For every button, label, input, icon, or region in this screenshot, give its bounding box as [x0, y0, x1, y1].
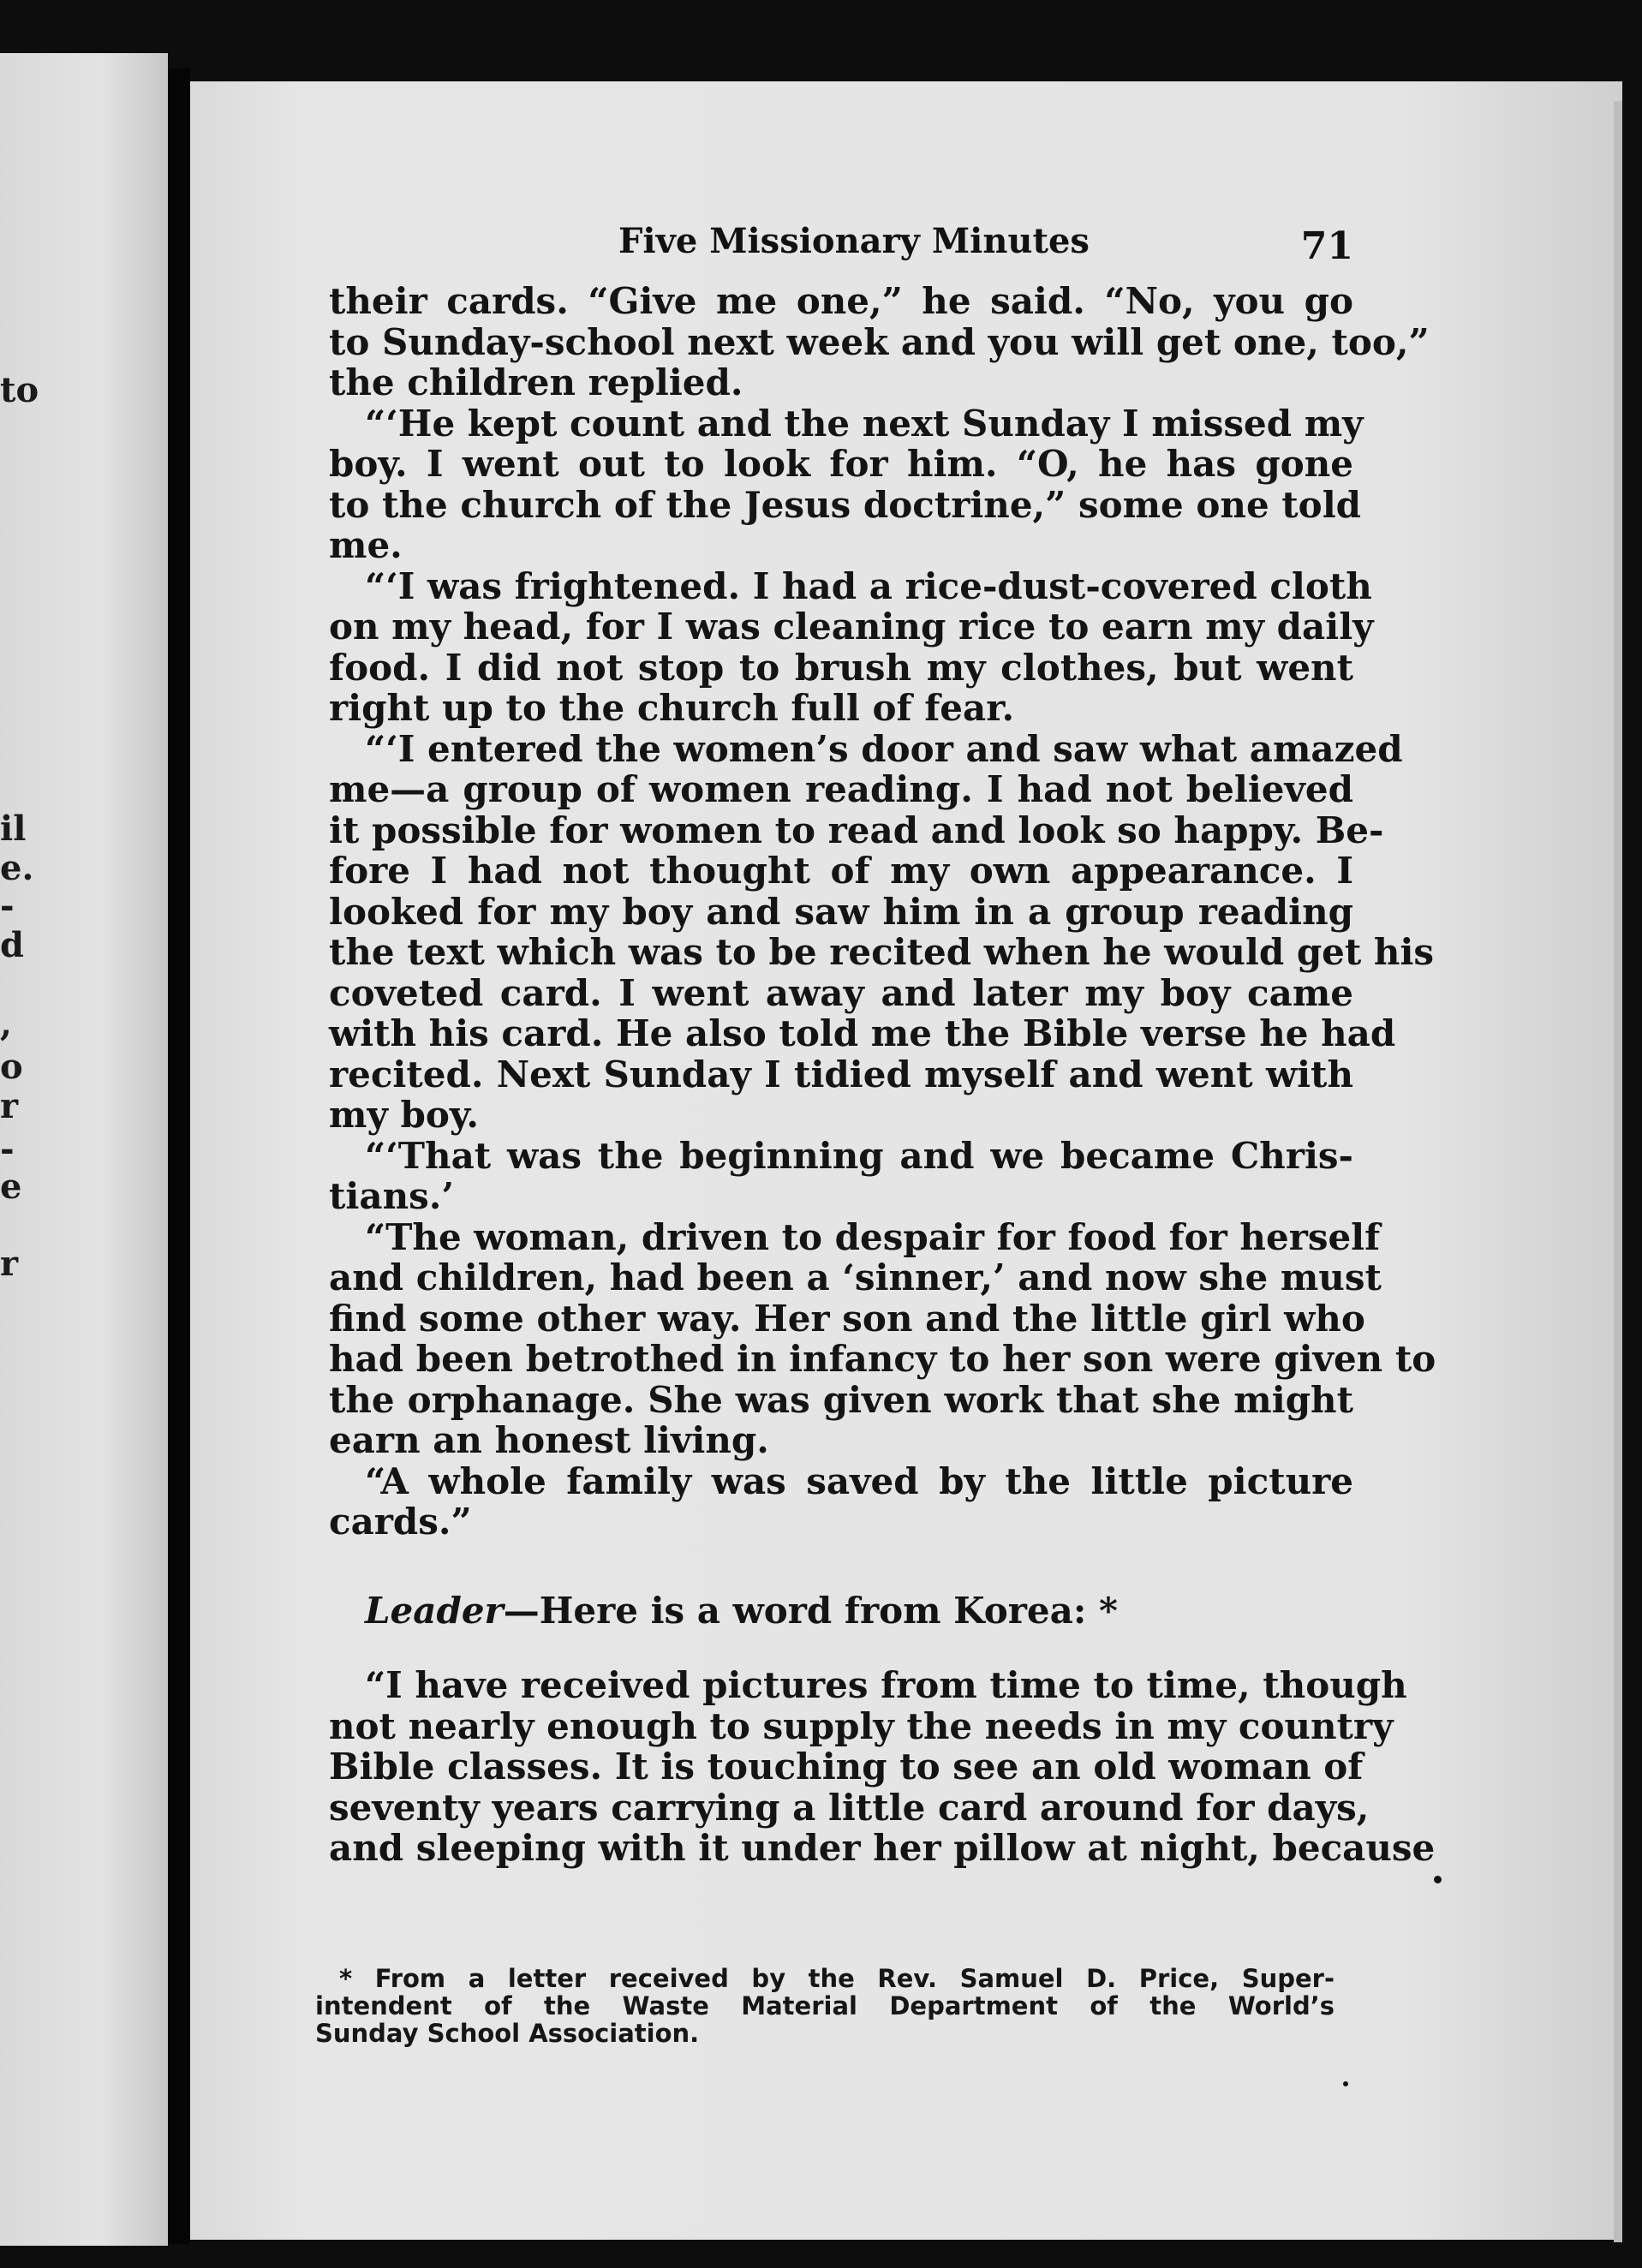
- running-head: [428, 221, 1353, 276]
- facing-page-fragment: -: [0, 1129, 15, 1169]
- footnote-line: intendent of the Waste Material Department of the World’s: [315, 1991, 1334, 2020]
- print-speck: [1343, 2081, 1348, 2086]
- text-line: Bible classes. It is touching to see an old woman of: [329, 1746, 1364, 1788]
- text-line: “‘That was the beginning and we became Chris-: [365, 1134, 1353, 1177]
- text-line: find some other way. Her son and the little girl who: [329, 1297, 1365, 1340]
- body-text: [329, 280, 1436, 1869]
- footnote-line: Sunday School Association.: [315, 2019, 700, 2048]
- facing-page-fragment: e: [0, 1167, 22, 1207]
- leader-line: [329, 1591, 1353, 1632]
- text-line: coveted card. I went away and later my boy came: [329, 971, 1353, 1014]
- text-line: the orphanage. She was given work that she might: [329, 1378, 1353, 1421]
- leader-text: —Here is a word from Korea: *: [503, 1589, 1118, 1632]
- text-line: it possible for women to read and look so happy. Be-: [329, 809, 1384, 851]
- text-line: fore I had not thought of my own appearance. I: [329, 850, 1353, 892]
- letter-paragraph: [329, 1664, 1436, 1869]
- text-line: right up to the church full of fear.: [329, 687, 1015, 729]
- text-line: to the church of the Jesus doctrine,” some one told: [329, 483, 1362, 526]
- text-line: “‘I was frightened. I had a rice-dust-covered cloth: [365, 564, 1372, 607]
- text-line: “‘He kept count and the next Sunday I missed my: [365, 402, 1364, 445]
- facing-page-fragment: il: [0, 809, 27, 849]
- facing-page-fragment: r: [0, 1086, 19, 1126]
- facing-page-fragment: e.: [0, 848, 34, 888]
- text-line: cards.”: [329, 1501, 472, 1543]
- page-edge-shadow: [1614, 101, 1622, 2242]
- text-line: food. I did not stop to brush my clothes, but went: [329, 646, 1353, 689]
- facing-page-fragment: -: [0, 886, 15, 926]
- facing-page-fragment: ,: [0, 1004, 12, 1044]
- text-line: the children replied.: [329, 361, 743, 403]
- print-speck: [1434, 1876, 1442, 1883]
- running-title: Five Missionary Minutes: [618, 221, 1090, 261]
- facing-page-fragment: to: [0, 370, 39, 410]
- leader-label: Leader: [365, 1589, 504, 1632]
- facing-page-fragment: o: [0, 1047, 23, 1087]
- facing-page-fragment: r: [0, 1244, 19, 1284]
- text-line: me.: [329, 524, 403, 566]
- text-line: seventy years carrying a little card around for days,: [329, 1786, 1370, 1829]
- text-line: “‘I entered the women’s door and saw what amazed: [365, 727, 1403, 770]
- spacer: [329, 1631, 1353, 1665]
- text-line: “A whole family was saved by the little picture: [365, 1459, 1353, 1502]
- text-line: to Sunday-school next week and you will get one, too,”: [329, 320, 1430, 363]
- text-line: boy. I went out to look for him. “O, he has gone: [329, 443, 1353, 485]
- text-line: had been betrothed in infancy to her son were given to: [329, 1338, 1436, 1380]
- text-line: “The woman, driven to despair for food for herself: [365, 1215, 1381, 1258]
- text-line: with his card. He also told me the Bible verse he had: [329, 1012, 1396, 1054]
- footnote-line: * From a letter received by the Rev. Samuel D. Price, Super-: [339, 1964, 1334, 1993]
- facing-page-fragment: d: [0, 925, 24, 965]
- text-line: me—a group of women reading. I had not believed: [329, 768, 1353, 810]
- book-gutter: [168, 69, 190, 2244]
- facing-page-edge: [0, 53, 168, 2246]
- text-line: and children, had been a ‘sinner,’ and now she must: [329, 1256, 1382, 1298]
- text-line: earn an honest living.: [329, 1419, 769, 1461]
- text-line: recited. Next Sunday I tidied myself and went with: [329, 1053, 1353, 1095]
- spacer: [329, 1543, 1353, 1591]
- text-line: not nearly enough to supply the needs in my country: [329, 1704, 1394, 1747]
- text-line: their cards. “Give me one,” he said. “No, you go: [329, 280, 1353, 322]
- text-line: on my head, for I was cleaning rice to earn my daily: [329, 606, 1374, 648]
- page-number: 71: [1300, 224, 1353, 268]
- story-paragraphs: [329, 280, 1436, 1543]
- text-line: tians.’: [329, 1175, 454, 1217]
- text-line: my boy.: [329, 1094, 480, 1136]
- text-line: and sleeping with it under her pillow at night, because: [329, 1827, 1436, 1869]
- text-line: the text which was to be recited when he would get his: [329, 931, 1435, 973]
- text-line: looked for my boy and saw him in a group reading: [329, 890, 1353, 933]
- footnote: [315, 1965, 1334, 2047]
- text-line: “I have received pictures from time to time, though: [365, 1664, 1407, 1706]
